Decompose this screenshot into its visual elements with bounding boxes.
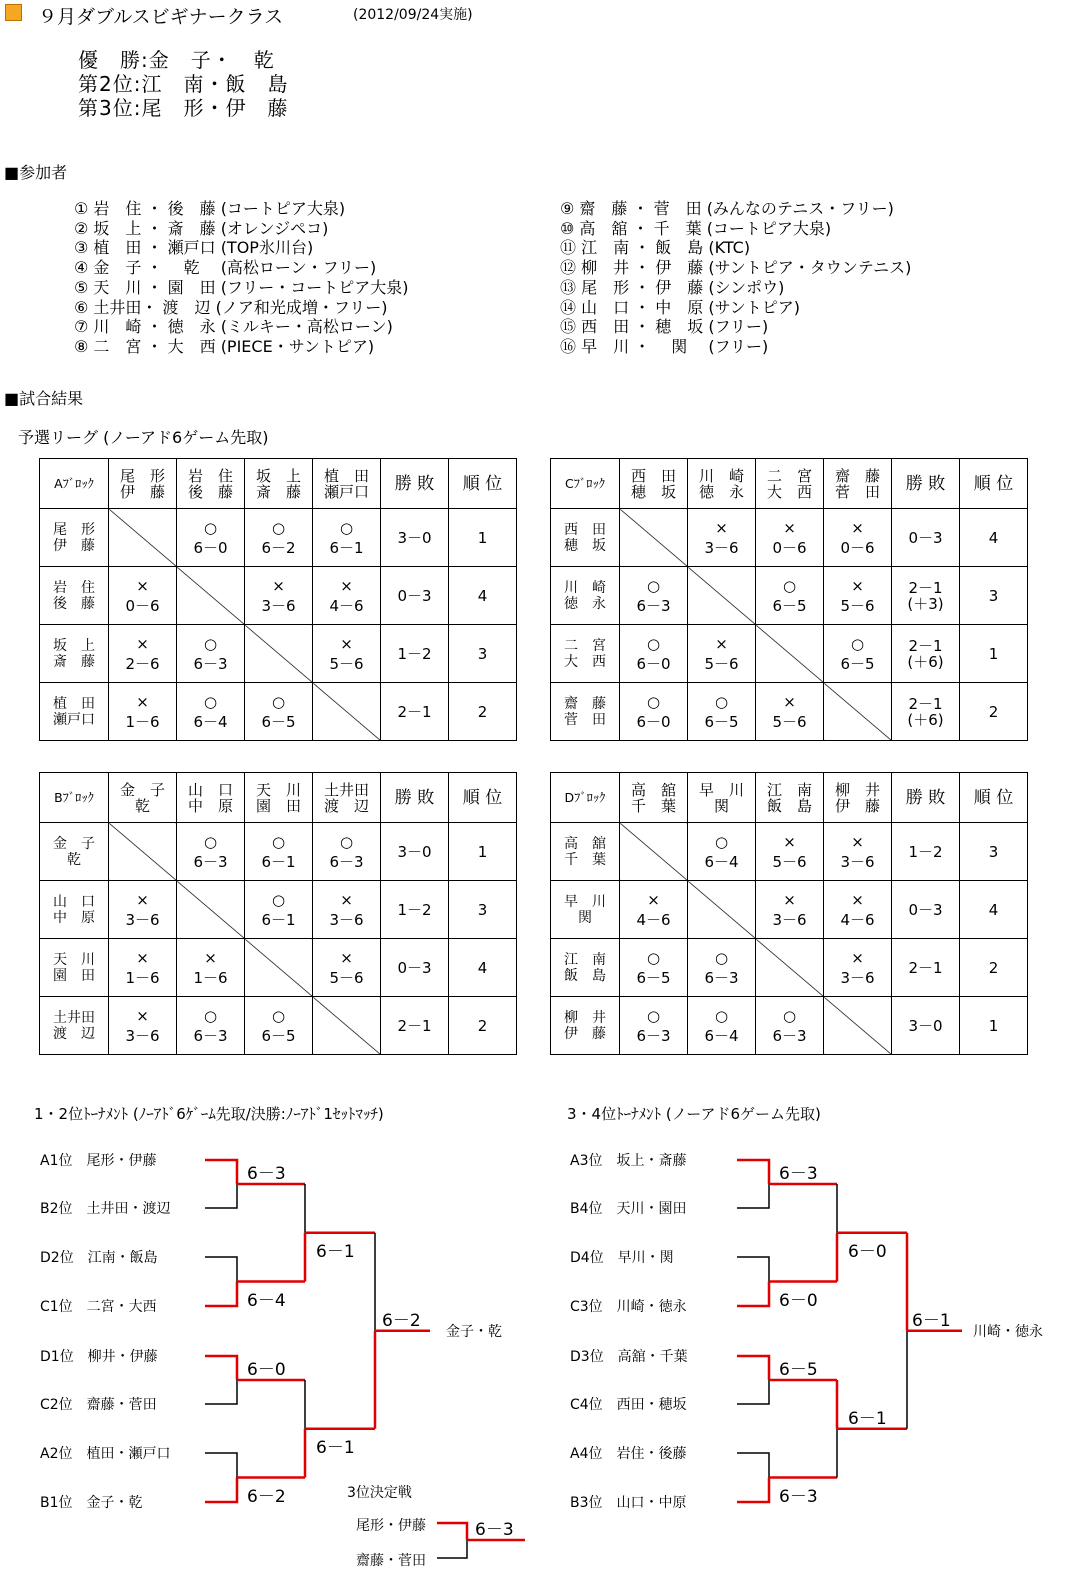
winloss-line: (＋6) xyxy=(907,710,944,729)
bracket-entry: B1位 金子・乾 xyxy=(40,1495,143,1511)
prelim-league-label: 予選リーグ (ノーアド6ゲーム先取) xyxy=(18,428,269,447)
page-title: ９月ダブルスビギナークラス xyxy=(38,6,284,28)
winloss-line: 3－0 xyxy=(397,842,432,861)
rank-value: 1 xyxy=(449,509,517,567)
rank-value: 2 xyxy=(960,683,1028,741)
team-name-line: 伊 藤 xyxy=(53,537,95,554)
match-score: 3－6 xyxy=(772,910,807,929)
match-mark: ○ xyxy=(271,832,286,851)
round1-score: 6－4 xyxy=(247,1290,286,1311)
team-name-line: 園 田 xyxy=(255,796,301,815)
match-score: 6－3 xyxy=(329,852,364,871)
match-mark: × xyxy=(204,948,217,967)
round2-score: 6－0 xyxy=(848,1241,887,1262)
winloss-header: 勝 敗 xyxy=(381,459,449,509)
team-name-line: 齋 藤 xyxy=(834,466,880,485)
round2-score: 6－1 xyxy=(316,1437,355,1458)
third-place-title: 3位決定戦 xyxy=(347,1485,412,1501)
participant-entry: ⑬ 尾 形 ・ 伊 藤 (シンポウ) xyxy=(560,277,785,297)
team-name-line: 千 葉 xyxy=(630,796,676,815)
bracket-line xyxy=(737,1356,769,1380)
bracket-line xyxy=(205,1380,237,1404)
rank-value: 3 xyxy=(960,823,1028,881)
tournament12-title: 1・2位ﾄｰﾅﾒﾝﾄ (ﾉｰｱﾄﾞ6ｹﾞｰﾑ先取/決勝:ﾉｰｱﾄﾞ1ｾｯﾄﾏｯﾁ) xyxy=(34,1105,384,1123)
bracket-entry: B3位 山口・中原 xyxy=(570,1495,687,1511)
bracket-line xyxy=(737,1160,769,1184)
bracket-entry: C1位 二宮・大西 xyxy=(40,1299,157,1315)
match-score: 3－6 xyxy=(329,910,364,929)
bracket-line xyxy=(205,1282,237,1307)
match-mark: × xyxy=(340,890,353,909)
bracket-line xyxy=(737,1453,769,1478)
match-score: 1－6 xyxy=(125,968,160,987)
round2-score: 6－1 xyxy=(848,1408,887,1429)
team-name-line: 菅 田 xyxy=(834,482,880,501)
match-mark: ○ xyxy=(203,1006,218,1025)
winloss-line: (＋3) xyxy=(907,594,944,613)
match-score: 6－2 xyxy=(261,538,296,557)
match-score: 6－5 xyxy=(772,596,807,615)
rank-header: 順 位 xyxy=(960,773,1028,823)
match-score: 0－6 xyxy=(840,538,875,557)
match-mark: ○ xyxy=(339,832,354,851)
team-name-line: 徳 永 xyxy=(698,482,744,501)
team-name-line: 後 藤 xyxy=(187,482,233,501)
round1-score: 6－3 xyxy=(779,1486,818,1507)
round1-score: 6－3 xyxy=(779,1164,818,1184)
team-name-line: 江 南 xyxy=(766,780,812,799)
team-name-line: 坂 上 xyxy=(255,466,301,485)
match-score: 3－6 xyxy=(125,1026,160,1045)
participant-entry: ⑦ 川 崎 ・ 徳 永 (ミルキー・高松ローン) xyxy=(74,317,393,337)
team-name-line: 齋 藤 xyxy=(564,695,606,712)
participant-entry: ② 坂 上 ・ 斎 藤 (オレンジペコ) xyxy=(74,218,329,238)
match-mark: ○ xyxy=(782,576,797,595)
match-score: 6－3 xyxy=(772,1026,807,1045)
match-score: 4－6 xyxy=(636,910,671,929)
match-mark: ○ xyxy=(714,1006,729,1025)
match-mark: × xyxy=(340,634,353,653)
match-score: 6－1 xyxy=(261,852,296,871)
team-name-line: 飯 島 xyxy=(564,967,606,984)
team-name-line: 尾 形 xyxy=(53,521,95,538)
team-name-line: 飯 島 xyxy=(766,796,812,815)
participant-entry: ⑭ 山 口 ・ 中 原 (サントピア) xyxy=(560,297,801,317)
participant-entry: ⑩ 高 舘 ・ 千 葉 (コートピア大泉) xyxy=(560,218,832,238)
match-mark: ○ xyxy=(271,692,286,711)
bracket-line xyxy=(437,1523,467,1540)
team-name-line: 山 口 xyxy=(53,893,95,910)
rank-value: 3 xyxy=(960,567,1028,625)
match-mark: ○ xyxy=(203,692,218,711)
tournament34-title: 3・4位ﾄｰﾅﾒﾝﾄ (ノーアド6ゲーム先取) xyxy=(567,1105,821,1123)
third-place-entry: 尾形・伊藤 xyxy=(356,1518,426,1534)
rank-value: 2 xyxy=(449,997,517,1055)
match-mark: × xyxy=(851,576,864,595)
winloss-line: 1－2 xyxy=(908,842,943,861)
bracket-entry: A2位 植田・瀬戸口 xyxy=(40,1446,171,1462)
team-name-line: 乾 xyxy=(67,851,81,868)
rank-value: 1 xyxy=(960,997,1028,1055)
bracket-line xyxy=(205,1184,237,1208)
tournament-winner: 金子・乾 xyxy=(446,1323,502,1340)
match-mark: × xyxy=(783,692,796,711)
match-score: 5－6 xyxy=(772,712,807,731)
participant-entry: ⑫ 柳 井 ・ 伊 藤 (サントピア・タウンテニス) xyxy=(560,258,912,278)
round1-score: 6－0 xyxy=(247,1360,286,1380)
rank-value: 3 xyxy=(449,881,517,939)
winloss-header: 勝 敗 xyxy=(381,773,449,823)
team-name-line: 渡 辺 xyxy=(323,796,369,815)
block-name: Bﾌﾞﾛｯｸ xyxy=(40,773,109,823)
participant-entry: ⑨ 齋 藤 ・ 菅 田 (みんなのテニス・フリー) xyxy=(560,199,894,218)
team-name-line: 早 川 xyxy=(698,780,744,799)
match-score: 5－6 xyxy=(772,852,807,871)
team-name-line: 中 原 xyxy=(53,909,95,926)
bracket-entry: C3位 川崎・徳永 xyxy=(570,1299,687,1315)
match-score: 6－4 xyxy=(704,852,739,871)
team-name-line: 斎 藤 xyxy=(255,482,301,501)
winloss-line: 0－3 xyxy=(397,958,432,977)
match-score: 6－0 xyxy=(636,712,671,731)
match-score: 5－6 xyxy=(329,968,364,987)
result-1st: 優 勝:金 子・ 乾 xyxy=(78,48,275,72)
match-score: 6－5 xyxy=(840,654,875,673)
block-name: Aﾌﾞﾛｯｸ xyxy=(40,459,109,509)
match-score: 3－6 xyxy=(125,910,160,929)
result-2nd: 第2位:江 南・飯 島 xyxy=(78,72,289,96)
match-mark: × xyxy=(783,518,796,537)
bracket-line xyxy=(205,1478,237,1503)
winloss-line: 2－1 xyxy=(908,636,943,655)
bracket-line xyxy=(737,1478,769,1503)
match-score: 0－6 xyxy=(125,596,160,615)
participant-entry: ③ 植 田 ・ 瀬戸口 (TOP氷川台) xyxy=(74,238,314,258)
team-name-line: 大 西 xyxy=(766,482,812,501)
match-mark: × xyxy=(340,948,353,967)
team-name-line: 川 崎 xyxy=(564,579,606,596)
team-name-line: 川 崎 xyxy=(698,466,744,485)
team-name-line: 徳 永 xyxy=(564,595,606,612)
winloss-line: (＋6) xyxy=(907,652,944,671)
bracket-line xyxy=(205,1257,237,1282)
match-mark: ○ xyxy=(203,832,218,851)
team-name-line: 穂 坂 xyxy=(564,537,606,554)
round2-score: 6－1 xyxy=(316,1241,355,1262)
bracket-entry: B4位 天川・園田 xyxy=(570,1201,687,1217)
match-score: 6－1 xyxy=(261,910,296,929)
rank-value: 4 xyxy=(449,939,517,997)
participants-heading: ■参加者 xyxy=(4,163,68,182)
match-mark: ○ xyxy=(203,518,218,537)
match-mark: × xyxy=(851,832,864,851)
bracket-entry: A3位 坂上・斎藤 xyxy=(570,1153,687,1169)
team-name-line: 関 xyxy=(578,909,592,926)
bracket-entry: A1位 尾形・伊藤 xyxy=(40,1153,157,1169)
match-mark: ○ xyxy=(850,634,865,653)
match-score: 6－3 xyxy=(193,654,228,673)
team-name-line: 渡 辺 xyxy=(53,1025,95,1042)
winloss-header: 勝 敗 xyxy=(892,773,960,823)
team-name-line: 斎 藤 xyxy=(53,653,95,670)
match-score: 6－5 xyxy=(261,1026,296,1045)
match-mark: ○ xyxy=(646,576,661,595)
team-name-line: 乾 xyxy=(134,796,150,815)
match-mark: ○ xyxy=(339,518,354,537)
match-score: 6－1 xyxy=(329,538,364,557)
match-mark: ○ xyxy=(271,518,286,537)
match-mark: × xyxy=(715,518,728,537)
bracket-entry: A4位 岩住・後藤 xyxy=(570,1446,687,1462)
match-score: 3－6 xyxy=(840,852,875,871)
match-mark: ○ xyxy=(646,948,661,967)
team-name-line: 坂 上 xyxy=(53,637,95,654)
match-mark: ○ xyxy=(646,1006,661,1025)
match-score: 6－4 xyxy=(193,712,228,731)
team-name-line: 穂 坂 xyxy=(630,482,676,501)
bracket-line xyxy=(205,1356,237,1380)
bracket-entry: B2位 土井田・渡辺 xyxy=(40,1201,171,1217)
winloss-header: 勝 敗 xyxy=(892,459,960,509)
team-name-line: 西 田 xyxy=(630,466,676,485)
bracket-entry: D1位 柳井・伊藤 xyxy=(40,1349,158,1365)
match-score: 1－6 xyxy=(193,968,228,987)
team-name-line: 尾 形 xyxy=(119,466,165,485)
winloss-line: 2－1 xyxy=(908,958,943,977)
round1-score: 6－2 xyxy=(247,1486,286,1507)
final-score: 6－2 xyxy=(382,1310,421,1331)
match-mark: × xyxy=(136,948,149,967)
result-3rd: 第3位:尾 形・伊 藤 xyxy=(78,96,289,120)
block-name: Dﾌﾞﾛｯｸ xyxy=(551,773,620,823)
team-name-line: 菅 田 xyxy=(564,711,606,728)
match-score: 6－4 xyxy=(704,1026,739,1045)
block-name: Cﾌﾞﾛｯｸ xyxy=(551,459,620,509)
match-mark: × xyxy=(272,576,285,595)
participant-entry: ⑪ 江 南 ・ 飯 島 (KTC) xyxy=(560,238,751,258)
team-name-line: 関 xyxy=(713,796,729,815)
bracket-line xyxy=(737,1184,769,1208)
bracket-entry: D2位 江南・飯島 xyxy=(40,1250,158,1266)
team-name-line: 土井田 xyxy=(323,780,369,799)
match-score: 4－6 xyxy=(329,596,364,615)
rank-header: 順 位 xyxy=(449,459,517,509)
match-mark: × xyxy=(783,890,796,909)
match-mark: ○ xyxy=(646,634,661,653)
match-score: 6－5 xyxy=(704,712,739,731)
match-score: 5－6 xyxy=(704,654,739,673)
participant-entry: ① 岩 住 ・ 後 藤 (コートピア大泉) xyxy=(74,199,346,218)
rank-value: 2 xyxy=(449,683,517,741)
participant-entry: ⑧ 二 宮 ・ 大 西 (PIECE・サントピア) xyxy=(74,336,375,356)
participant-entry: ⑤ 天 川 ・ 園 田 (フリー・コートピア大泉) xyxy=(74,277,409,297)
round1-score: 6－5 xyxy=(779,1360,818,1380)
final-score: 6－1 xyxy=(912,1310,951,1331)
team-name-line: 二 宮 xyxy=(766,466,812,485)
rank-value: 1 xyxy=(449,823,517,881)
match-score: 3－6 xyxy=(840,968,875,987)
team-name-line: 柳 井 xyxy=(564,1009,606,1026)
rank-header: 順 位 xyxy=(449,773,517,823)
team-name-line: 千 葉 xyxy=(564,851,606,868)
match-score: 5－6 xyxy=(329,654,364,673)
match-score: 6－3 xyxy=(193,852,228,871)
match-mark: × xyxy=(136,634,149,653)
team-name-line: 伊 藤 xyxy=(834,796,880,815)
match-score: 2－6 xyxy=(125,654,160,673)
match-score: 6－3 xyxy=(636,596,671,615)
rank-value: 4 xyxy=(449,567,517,625)
match-score: 6－3 xyxy=(704,968,739,987)
bracket-entry: C2位 齋藤・菅田 xyxy=(40,1397,157,1413)
match-mark: × xyxy=(136,1006,149,1025)
team-name-line: 植 田 xyxy=(53,695,95,712)
team-name-line: 伊 藤 xyxy=(564,1025,606,1042)
match-score: 3－6 xyxy=(261,596,296,615)
match-results-heading: ■試合結果 xyxy=(4,389,84,408)
team-name-line: 岩 住 xyxy=(53,579,95,596)
team-name-line: 後 藤 xyxy=(53,595,95,612)
team-name-line: 高 舘 xyxy=(630,780,676,799)
bracket-line xyxy=(737,1257,769,1282)
match-mark: ○ xyxy=(203,634,218,653)
team-name-line: 西 田 xyxy=(564,521,606,538)
bracket-line xyxy=(737,1282,769,1307)
match-score: 0－6 xyxy=(772,538,807,557)
winloss-line: 3－0 xyxy=(397,528,432,547)
winloss-line: 1－2 xyxy=(397,900,432,919)
team-name-line: 中 原 xyxy=(187,796,233,815)
team-name-line: 天 川 xyxy=(53,951,95,968)
match-mark: × xyxy=(136,576,149,595)
bracket-entry: D4位 早川・関 xyxy=(570,1250,674,1266)
third-place-score: 6－3 xyxy=(475,1520,514,1540)
participant-entry: ⑯ 早 川 ・ 関 (フリー) xyxy=(560,336,769,356)
rank-value: 3 xyxy=(449,625,517,683)
match-mark: × xyxy=(340,576,353,595)
match-score: 6－3 xyxy=(193,1026,228,1045)
winloss-line: 2－1 xyxy=(397,702,432,721)
team-name-line: 山 口 xyxy=(187,780,233,799)
team-name-line: 金 子 xyxy=(119,780,165,799)
match-mark: × xyxy=(647,890,660,909)
team-name-line: 岩 住 xyxy=(187,466,233,485)
match-mark: × xyxy=(136,890,149,909)
match-mark: × xyxy=(783,832,796,851)
bracket-line xyxy=(437,1540,467,1558)
match-mark: × xyxy=(851,890,864,909)
bracket-entry: C4位 西田・穂坂 xyxy=(570,1397,687,1413)
winloss-line: 2－1 xyxy=(908,694,943,713)
winloss-line: 0－3 xyxy=(397,586,432,605)
winloss-line: 0－3 xyxy=(908,528,943,547)
rank-value: 4 xyxy=(960,881,1028,939)
round1-score: 6－3 xyxy=(247,1164,286,1184)
team-name-line: 伊 藤 xyxy=(119,482,165,501)
rank-value: 1 xyxy=(960,625,1028,683)
participant-entry: ④ 金 子 ・ 乾 (高松ローン・フリー) xyxy=(74,258,377,278)
match-mark: ○ xyxy=(714,832,729,851)
match-score: 3－6 xyxy=(704,538,739,557)
rank-value: 2 xyxy=(960,939,1028,997)
match-mark: ○ xyxy=(271,1006,286,1025)
winloss-line: 2－1 xyxy=(908,578,943,597)
round1-score: 6－0 xyxy=(779,1290,818,1311)
winloss-line: 3－0 xyxy=(908,1016,943,1035)
bracket-entry: D3位 高舘・千葉 xyxy=(570,1349,688,1365)
team-name-line: 瀬戸口 xyxy=(53,711,95,728)
bracket-line xyxy=(737,1380,769,1404)
winloss-line: 1－2 xyxy=(397,644,432,663)
match-mark: × xyxy=(715,634,728,653)
team-name-line: 金 子 xyxy=(53,835,95,852)
team-name-line: 二 宮 xyxy=(564,637,606,654)
match-score: 6－5 xyxy=(636,968,671,987)
team-name-line: 大 西 xyxy=(564,653,606,670)
match-score: 5－6 xyxy=(840,596,875,615)
team-name-line: 瀬戸口 xyxy=(323,482,369,501)
participant-entry: ⑮ 西 田 ・ 穂 坂 (フリー) xyxy=(560,317,769,337)
match-mark: × xyxy=(851,518,864,537)
match-score: 6－3 xyxy=(636,1026,671,1045)
team-name-line: 早 川 xyxy=(564,893,606,910)
rank-header: 順 位 xyxy=(960,459,1028,509)
match-mark: ○ xyxy=(646,692,661,711)
team-name-line: 土井田 xyxy=(53,1009,95,1026)
bracket-line xyxy=(205,1453,237,1478)
team-name-line: 園 田 xyxy=(53,967,95,984)
match-mark: × xyxy=(136,692,149,711)
match-mark: ○ xyxy=(714,948,729,967)
team-name-line: 植 田 xyxy=(323,466,369,485)
tournament-winner: 川崎・徳永 xyxy=(973,1323,1043,1340)
match-mark: ○ xyxy=(782,1006,797,1025)
match-mark: ○ xyxy=(714,692,729,711)
match-score: 6－0 xyxy=(193,538,228,557)
match-score: 6－0 xyxy=(636,654,671,673)
team-name-line: 柳 井 xyxy=(834,780,880,799)
bracket-line xyxy=(205,1160,237,1184)
match-score: 1－6 xyxy=(125,712,160,731)
match-score: 6－5 xyxy=(261,712,296,731)
participant-entry: ⑥ 土井田・ 渡 辺 (ノア和光成増・フリー) xyxy=(74,297,388,317)
team-name-line: 天 川 xyxy=(255,780,301,799)
team-name-line: 高 舘 xyxy=(564,835,606,852)
match-mark: × xyxy=(851,948,864,967)
winloss-line: 2－1 xyxy=(397,1016,432,1035)
rank-value: 4 xyxy=(960,509,1028,567)
event-date: (2012/09/24実施) xyxy=(353,7,473,23)
winloss-line: 0－3 xyxy=(908,900,943,919)
match-mark: ○ xyxy=(271,890,286,909)
team-name-line: 江 南 xyxy=(564,951,606,968)
match-score: 4－6 xyxy=(840,910,875,929)
third-place-entry: 齋藤・菅田 xyxy=(356,1553,426,1569)
